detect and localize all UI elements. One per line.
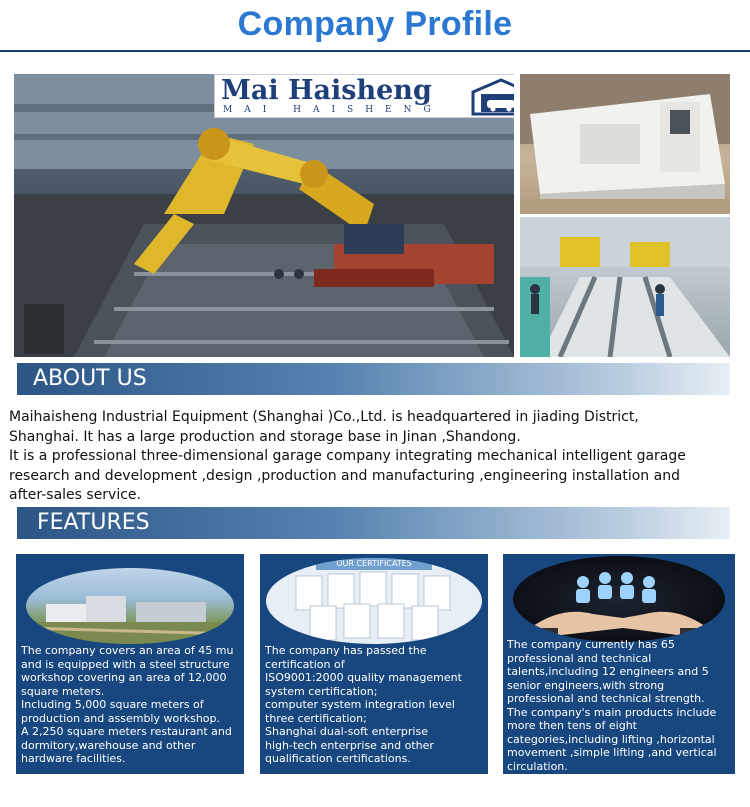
card-line: dormitory,warehouse and other xyxy=(21,738,196,752)
factory-aerial-photo xyxy=(26,568,234,644)
card-line: and is equipped with a steel structure xyxy=(21,657,230,671)
card-line: three certification; xyxy=(265,711,367,725)
card-line: hardware facilities. xyxy=(21,752,126,765)
about-us-text xyxy=(9,408,745,506)
feature-card-certificates xyxy=(260,554,488,774)
card-line: senior engineers,with strong xyxy=(507,678,665,692)
card-line: The company has passed the xyxy=(265,644,427,657)
company-logo xyxy=(214,74,514,118)
card-line: square meters. xyxy=(21,684,105,698)
card-line: professional and technical xyxy=(507,651,652,665)
about-line: It is a professional three-dimensional garage company integrating mechanical intelligent garage xyxy=(9,448,686,464)
card-line: workshop covering an area of 12,000 xyxy=(21,671,227,684)
card-line: professional and technical strength. xyxy=(507,692,705,705)
about-line: research and development ,design ,production and manufacturing ,engineering installation and xyxy=(9,467,680,484)
logo-name: Mai Haisheng xyxy=(221,75,432,106)
about-us-heading: ABOUT US xyxy=(33,366,147,391)
feature-card-facilities xyxy=(16,554,244,774)
card-line: The company covers an area of 45 mu xyxy=(21,644,234,657)
about-line: Maihaisheng Industrial Equipment (Shanghai )Co.,Ltd. is headquartered in jiading District, xyxy=(9,409,639,425)
card-line: A 2,250 square meters restaurant and xyxy=(21,725,232,738)
card-line: system certification; xyxy=(265,684,378,698)
factory-robot-photo xyxy=(14,74,514,357)
page-header xyxy=(0,0,750,52)
logo-subtitle: MAI HAISHENG xyxy=(223,105,443,115)
card-line: movement ,simple lifting ,and vertical xyxy=(507,746,717,759)
features-banner xyxy=(17,507,730,539)
about-us-banner xyxy=(17,363,730,395)
card-line: talents,including 12 engineers and 5 xyxy=(507,665,709,678)
card-line: Shanghai dual-soft enterprise xyxy=(265,725,428,738)
feature-card-text xyxy=(265,644,484,766)
card-line: more then tens of eight xyxy=(507,719,637,732)
photo-collage xyxy=(14,74,730,357)
card-line: production and assembly workshop. xyxy=(21,711,221,725)
card-line: Including 5,000 square meters of xyxy=(21,698,204,711)
card-line: The company currently has 65 xyxy=(507,638,675,651)
page-title: Company Profile xyxy=(237,5,513,43)
certificates-label: OUR CERTIFICATES xyxy=(316,558,432,570)
card-line: certification of xyxy=(265,657,345,671)
card-line: ISO9001:2000 quality management xyxy=(265,671,462,684)
card-line: qualification certifications. xyxy=(265,752,411,765)
talents-photo xyxy=(513,556,725,642)
assembly-line-photo xyxy=(520,217,730,357)
card-line: circulation. xyxy=(507,759,568,773)
laser-machine-photo xyxy=(520,74,730,214)
feature-card-text xyxy=(21,644,240,766)
features-heading: FEATURES xyxy=(37,510,150,535)
garage-icon xyxy=(471,78,514,116)
certificates-photo xyxy=(266,558,482,644)
about-line: after-sales service. xyxy=(9,487,141,503)
about-line: Shanghai. It has a large production and storage base in Jinan ,Shandong. xyxy=(9,428,521,445)
feature-card-text xyxy=(507,638,731,773)
card-line: categories,including lifting ,horizontal xyxy=(507,732,715,746)
card-line: computer system integration level xyxy=(265,698,455,711)
card-line: high-tech enterprise and other xyxy=(265,738,434,752)
card-line: The company's main products include xyxy=(507,705,717,719)
feature-card-talents xyxy=(503,554,735,774)
